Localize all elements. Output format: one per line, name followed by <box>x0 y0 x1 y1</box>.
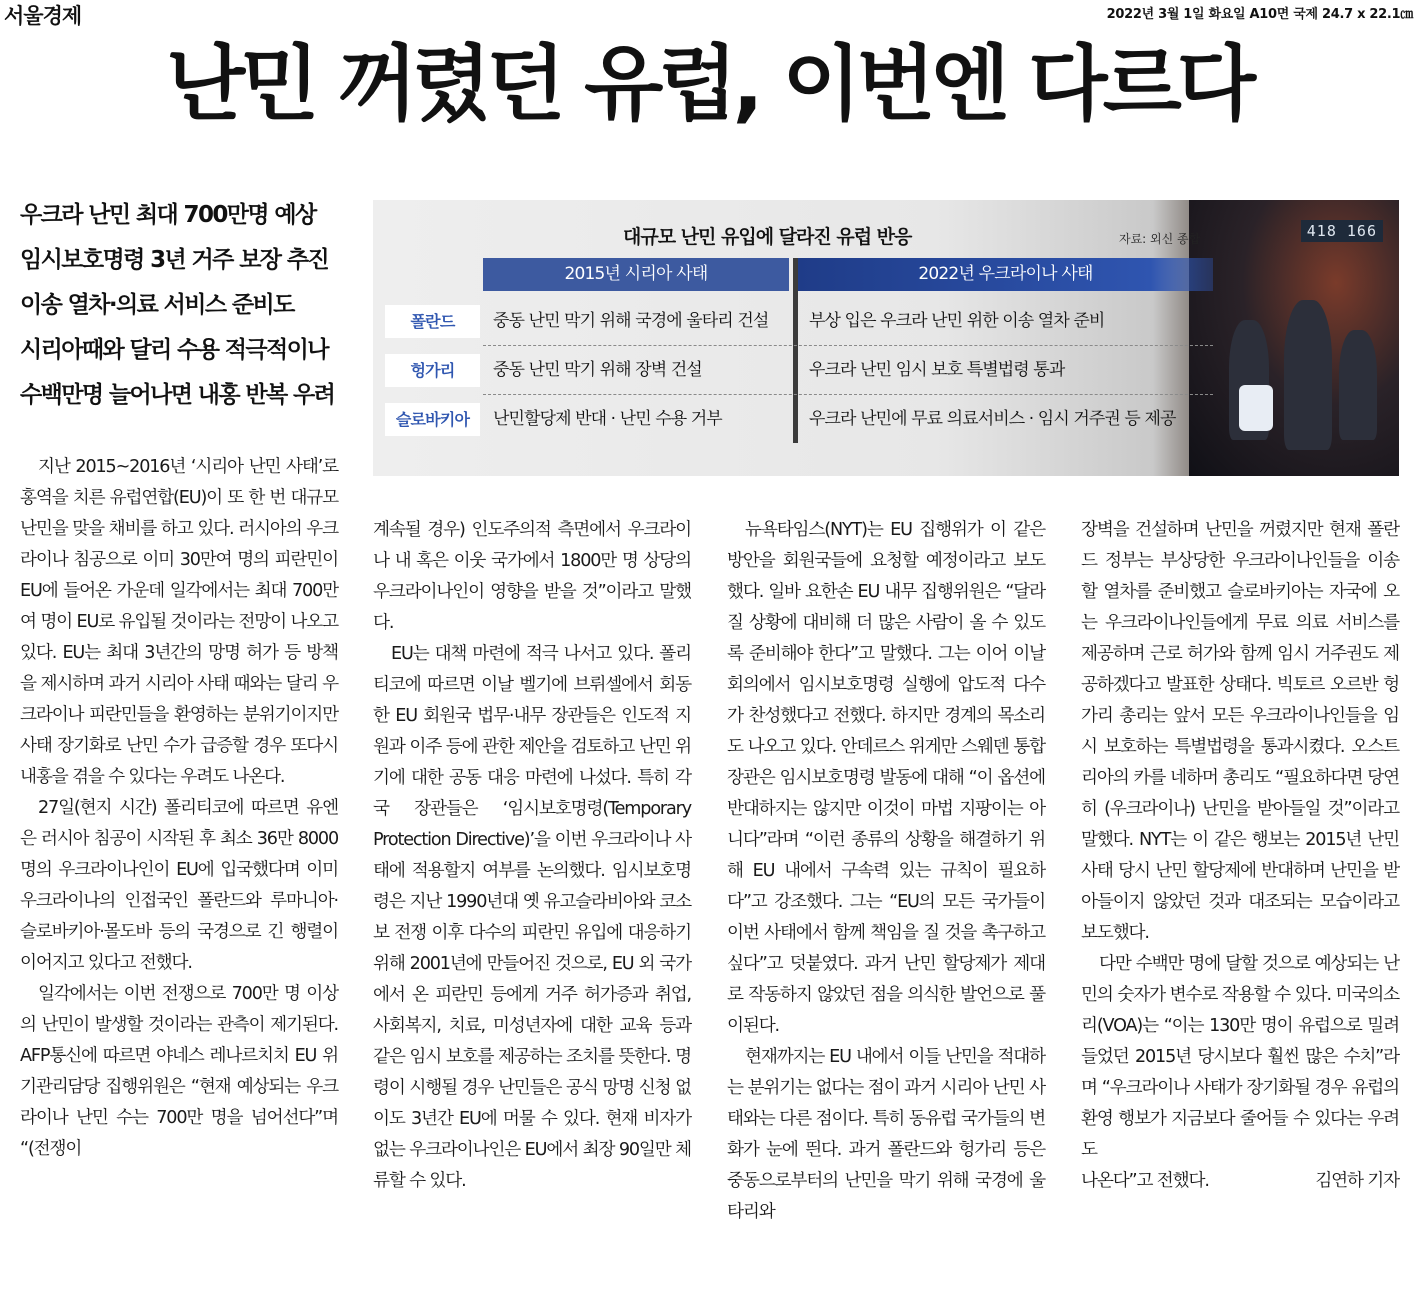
body-paragraph: 27일(현지 시간) 폴리티코에 따르면 유엔은 러시아 침공이 시작된 후 최소 36만 8000명의 우크라이나인이 EU에 입국했다며 이미 우크라이나의 인접국인 폴란드와 루마니아·슬로바키아·몰도바 등의 국경으로 긴 행렬이 이어지고 있다고 전했다. <box>20 798 338 973</box>
infographic-box <box>373 200 1399 476</box>
body-paragraph: 장벽을 건설하며 난민을 꺼렸지만 현재 폴란드 정부는 부상당한 우크라이나인들을 이송할 열차를 준비했고 슬로바키아는 자국에 오는 우크라이나인들에게 무료 의료 서비스를 제공하며 근로 허가와 함께 임시 거주권도 제공하겠다고 발표한 상태다. 빅토르 오르반 헝가리 총리는 앞서 모든 우크라이나인들을 임시 보호하는 특별법령을 통과시켰다. 오스트리아의 카를 네하머 총리도 “필요하다면 당연히 (우크라이나) 난민을 받아들일 것”이라고 말했다. NYT는 이 같은 행보는 2015년 난민 사태 당시 난민 할당제에 반대하며 난민을 받아들이지 않았던 것과 대조되는 모습이라고 보도했다. <box>1081 520 1399 943</box>
body-paragraph: 뉴욕타임스(NYT)는 EU 집행위가 이 같은 방안을 회원국들에 요청할 예정이라고 보도했다. 일바 요한손 EU 내무 집행위원은 “달라질 상황에 대비해 더 많은 사람이 올 수 있도록 준비해야 한다”고 말했다. 그는 이어 이날 회의에서 임시보호명령 실행에 압도적 다수가 찬성했다고 전했다. 하지만 경계의 목소리도 나오고 있다. 안데르스 위게만 스웨덴 통합장관은 임시보호명령 발동에 대해 “이 옵션에 반대하지는 않지만 이것이 마법 지팡이는 아니다”라며 “이런 종류의 상황을 해결하기 위해 EU 내에서 구속력 있는 규칙이 필요하다”고 강조했다. 그는 “EU의 모든 국가들이 이번 사태에서 함께 책임을 질 것을 촉구하고 싶다”고 덧붙였다. 과거 난민 할당제가 제대로 작동하지 않았던 점을 의식한 발언으로 풀이된다. <box>727 520 1045 1036</box>
subheads <box>20 193 340 418</box>
newspaper-brand: 서울경제 <box>4 4 82 28</box>
row-divider <box>483 394 1213 395</box>
infographic-title: 대규모 난민 유입에 달라진 유럽 반응 <box>623 226 912 248</box>
body-paragraph: 다만 수백만 명에 달할 것으로 예상되는 난민의 숫자가 변수로 작용할 수 있다. 미국의소리(VOA)는 “이는 130만 명이 유럽으로 밀려들었던 2015년 당시보다 훨씬 많은 수치”라며 “우크라이나 사태가 장기화될 경우 유럽의 환영 행보가 지금보다 줄어들 수 있다는 우려도 <box>1081 954 1399 1160</box>
subhead: 임시보호명령 3년 거주 보장 추진 <box>20 247 329 273</box>
cell-slovakia-2022: 우크라 난민에 무료 의료서비스 · 임시 거주권 등 제공 <box>809 409 1176 429</box>
cell-poland-2022: 부상 입은 우크라 난민 위한 이송 열차 준비 <box>809 311 1105 331</box>
dateline: 2022년 3월 1일 화요일 A10면 국제 24.7 x 22.1㎝ <box>1106 7 1413 22</box>
train-number-plate: 418 166 <box>1301 220 1383 242</box>
person-silhouette <box>1339 330 1377 440</box>
body-paragraph: EU는 대책 마련에 적극 나서고 있다. 폴리티코에 따르면 이날 벨기에 브뤼셀에서 회동한 EU 회원국 법무·내무 장관들은 인도적 지원과 이주 등에 관한 제안을 검토하고 난민 위기에 대한 공동 대응 마련에 나섰다. 특히 각국 장관들은 ‘임시보호명령(Temporary Protection Directive)’을 이번 우크라이나 사태에 적용할지 여부를 논의했다. 임시보호명령은 지난 1990년대 옛 유고슬라비아와 코소보 전쟁 이후 다수의 피란민 유입에 대응하기 위해 2001년에 만들어진 것으로, EU 외 국가에서 온 피란민 등에게 거주 허가증과 취업, 사회복지, 치료, 미성년자에 대한 교육 등과 같은 임시 보호를 제공하는 조치를 뜻한다. 명령이 시행될 경우 난민들은 공식 망명 신청 없이도 3년간 EU에 머물 수 있다. 현재 비자가 없는 우크라이나인은 EU에서 최장 90일만 체류할 수 있다. <box>373 644 691 1191</box>
byline: 김연하 기자 <box>1315 1171 1399 1191</box>
subhead: 수백만명 늘어나면 내홍 반복 우려 <box>20 382 335 408</box>
body-paragraph: 계속될 경우) 인도주의적 측면에서 우크라이나 내 혹은 이웃 국가에서 1800만 명 상당의 우크라이나인이 영향을 받을 것”이라고 말했다. <box>373 520 691 633</box>
row-label-slovakia: 슬로바키아 <box>385 403 480 436</box>
body-column-1 <box>20 452 338 1165</box>
row-label-poland: 폴란드 <box>385 305 480 338</box>
bag-shape <box>1239 385 1273 431</box>
body-column-3 <box>727 515 1045 1228</box>
infographic-source: 자료: 외신 종합 <box>1119 232 1201 246</box>
cell-slovakia-2015: 난민할당제 반대 · 난민 수용 거부 <box>493 409 722 429</box>
column-header-2022: 2022년 우크라이나 사태 <box>798 258 1213 291</box>
cell-hungary-2022: 우크라 난민 임시 보호 특별법령 통과 <box>809 360 1065 380</box>
row-divider <box>483 345 1213 346</box>
subhead: 우크라 난민 최대 700만명 예상 <box>20 202 316 228</box>
body-paragraph: 현재까지는 EU 내에서 이들 난민을 적대하는 분위기는 없다는 점이 과거 시리아 난민 사태와는 다른 점이다. 특히 동유럽 국가들의 변화가 눈에 띈다. 과거 폴란드와 헝가리 등은 중동으로부터의 난민을 막기 위해 국경에 울타리와 <box>727 1047 1045 1222</box>
body-column-2 <box>373 515 691 1197</box>
body-text-end: 나온다”고 전했다. <box>1081 1171 1209 1191</box>
body-paragraph: 일각에서는 이번 전쟁으로 700만 명 이상의 난민이 발생할 것이라는 관측이 제기된다. AFP통신에 따르면 야네스 레나르치치 EU 위기관리담당 집행위원은 “현재 예상되는 우크라이나 난민 수는 700만 명을 넘어선다”며 “(전쟁이 <box>20 984 338 1159</box>
person-silhouette <box>1284 300 1332 450</box>
cell-poland-2015: 중동 난민 막기 위해 국경에 울타리 건설 <box>493 311 769 331</box>
subhead: 이송 열차·의료 서비스 준비도 <box>20 292 294 318</box>
column-divider <box>793 258 798 443</box>
refugee-train-photo <box>1189 200 1399 476</box>
headline: 난민 꺼렸던 유럽, 이번엔 다르다 <box>165 37 1252 132</box>
column-header-2015: 2015년 시리아 사태 <box>483 258 789 291</box>
row-label-hungary: 헝가리 <box>385 354 480 387</box>
subhead: 시리아때와 달리 수용 적극적이나 <box>20 337 328 363</box>
closing-line <box>1081 1166 1399 1197</box>
cell-hungary-2015: 중동 난민 막기 위해 장벽 건설 <box>493 360 702 380</box>
body-paragraph: 지난 2015~2016년 ‘시리아 난민 사태’로 홍역을 치른 유럽연합(EU)이 또 한 번 대규모 난민을 맞을 채비를 하고 있다. 러시아의 우크라이나 침공으로 이미 30만여 명의 피란민이 EU에 들어온 가운데 일각에서는 최대 700만여 명이 EU로 유입될 것이라는 전망이 나오고 있다. EU는 최대 3년간의 망명 허가 등 방책을 제시하며 과거 시리아 사태 때와는 달리 우크라이나 피란민들을 환영하는 분위기이지만 사태 장기화로 난민 수가 급증할 경우 또다시 내홍을 겪을 수 있다는 우려도 나온다. <box>20 457 338 787</box>
body-column-4 <box>1081 515 1399 1197</box>
